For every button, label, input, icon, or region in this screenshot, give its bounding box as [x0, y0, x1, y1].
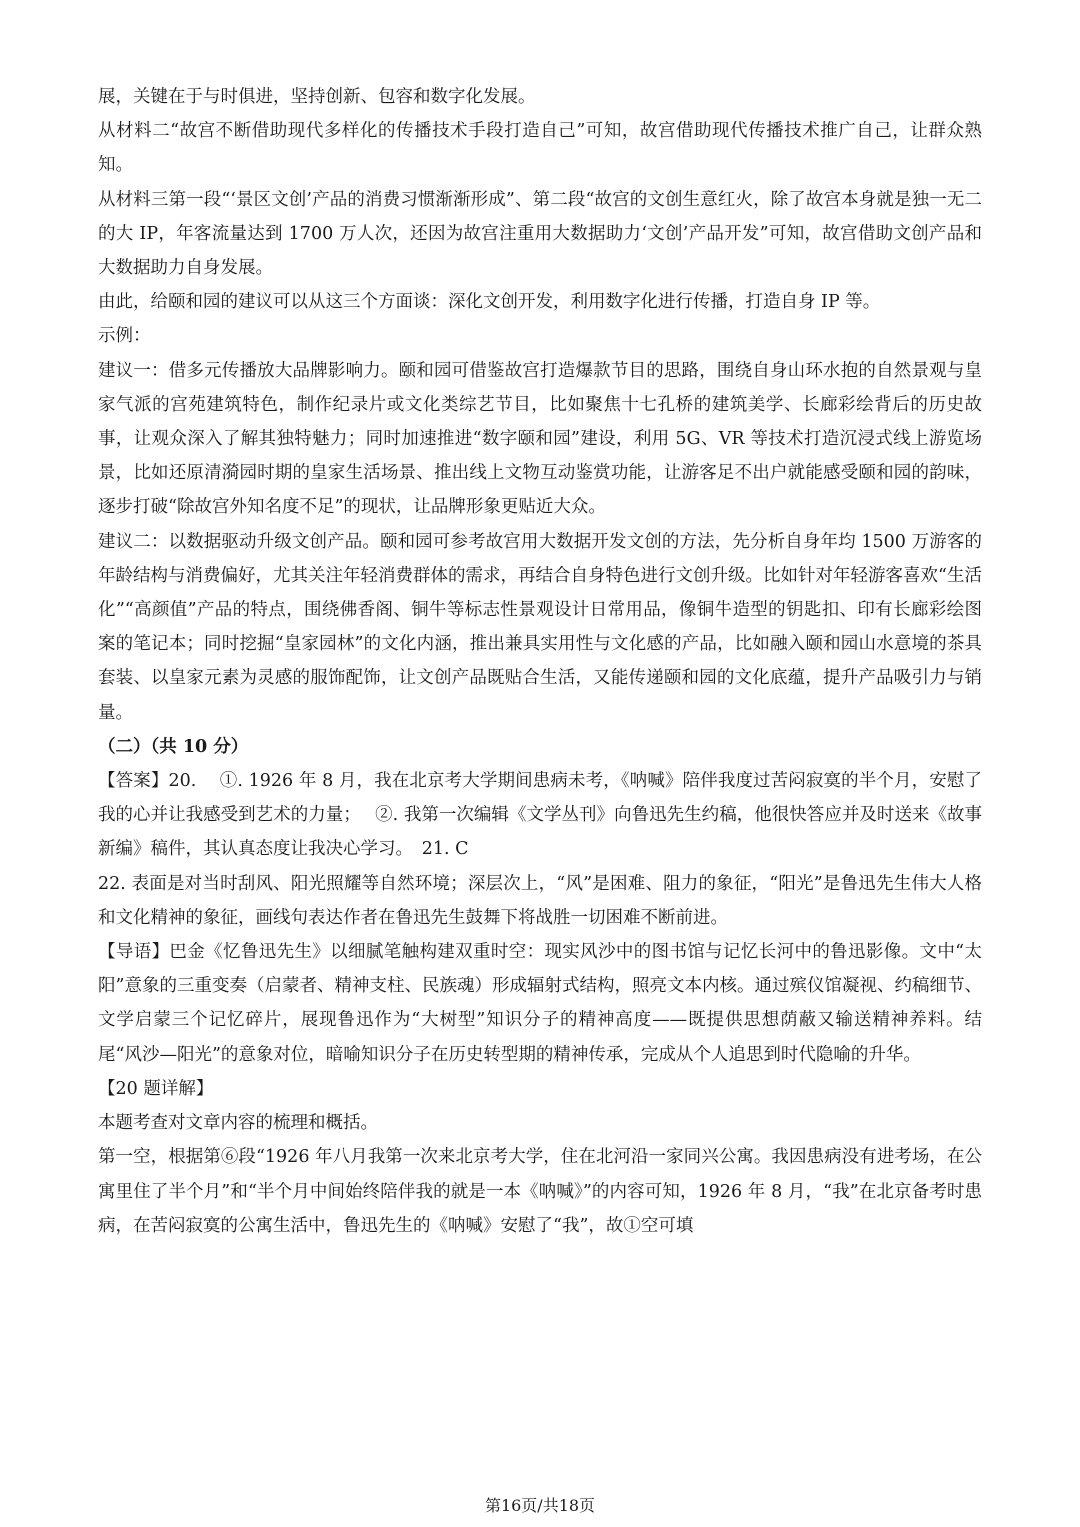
- paragraph-answer-22: 22. 表面是对当时刮风、阳光照耀等自然环境；深层次上，“风”是困难、阻力的象征，“阳光”是鲁迅先生伟大人格和文化精神的象征，画线句表达作者在鲁迅先生鼓舞下将战胜一切困难不断前进。: [98, 873, 982, 928]
- document-body: [98, 80, 982, 1243]
- paragraph-answer: 【答案】20. ①. 1926 年 8 月，我在北京考大学期间患病未考，《呐喊》陪伴我度过苦闷寂寞的半个月，安慰了我的心并让我感受到艺术的力量； ②. 我第一次编辑《文学丛刊》向鲁迅先生约稿，他很快答应并及时送来《故事新编》稿件，其认真态度让我决心学习。 21. C: [98, 771, 982, 860]
- paragraph-guide: 【导语】巴金《忆鲁迅先生》以细腻笔触构建双重时空：现实风沙中的图书馆与记忆长河中的鲁迅影像。文中“太阳”意象的三重变奏（启蒙者、精神支柱、民族魂）形成辐射式结构，照亮文本内核。通过殡仪馆凝视、约稿细节、文学启蒙三个记忆碎片，展现鲁迅作为“大树型”知识分子的精神高度——既提供思想荫蔽又输送精神养料。结尾“风沙—阳光”的意象对位，暗喻知识分子在历史转型期的精神传承，完成从个人追思到时代隐喻的升华。: [98, 942, 982, 1065]
- paragraph-material-two: 从材料二“故宫不断借助现代多样化的传播技术手段打造自己”可知，故宫借助现代传播技术推广自己，让群众熟知。: [98, 121, 982, 176]
- paragraph-suggestion-two: 建议二：以数据驱动升级文创产品。颐和园可参考故宫用大数据开发文创的方法，先分析自身年均 1500 万游客的年龄结构与消费偏好，尤其关注年轻消费群体的需求，再结合自身特色进行文创升级。比如针对年轻游客喜欢“生活化”“高颜值”产品的特点，围绕佛香阁、铜牛等标志性景观设计日常用品，像铜牛造型的钥匙扣、印有长廊彩绘图案的笔记本；同时挖掘“皇家园林”的文化内涵，推出兼具实用性与文化感的产品，比如融入颐和园山水意境的茶具套装、以皇家元素为灵感的服饰配饰，让文创产品既贴合生活，又能传递颐和园的文化底蕴，提升产品吸引力与销量。: [98, 531, 982, 723]
- paragraph-material-three: 从材料三第一段“‘景区文创’产品的消费习惯渐渐形成”、第二段“故宫的文创生意红火，除了故宫本身就是独一无二的大 IP，年客流量达到 1700 万人次，还因为故宫注重用大数据助力‘文创’产品开发”可知，故宫借助文创产品和大数据助力自身发展。: [98, 189, 982, 279]
- paragraph-suggestion-one: 建议一：借多元传播放大品牌影响力。颐和园可借鉴故宫打造爆款节目的思路，围绕自身山环水抱的自然景观与皇家气派的宫苑建筑特色，制作纪录片或文化类综艺节目，比如聚焦十七孔桥的建筑美学、长廊彩绘背后的历史故事，让观众深入了解其独特魅力；同时加速推进“数字颐和园”建设，利用 5G、VR 等技术打造沉浸式线上游览场景，比如还原清漪园时期的皇家生活场景、推出线上文物互动鉴赏功能，让游客足不出户就能感受颐和园的韵味，逐步打破“除故宫外知名度不足”的现状，让品牌形象更贴近大众。: [98, 360, 982, 518]
- section-heading: （二）（共 10 分）: [98, 736, 249, 757]
- paragraph-continuation: 展，关键在于与时俱进，坚持创新、包容和数字化发展。: [98, 87, 536, 107]
- paragraph-q20-heading: 【20 题详解】: [98, 1078, 214, 1099]
- paragraph-example-label: 示例：: [98, 326, 151, 347]
- page-number: 第16页/共18页: [484, 1496, 596, 1515]
- paragraph-q20-first-blank: 第一空，根据第⑥段“1926 年八月我第一次来北京考大学，住在北河沿一家同兴公寓。我因患病没有进考场，在公寓里住了半个月”和“半个月中间始终陪伴我的就是一本《呐喊》”的内容可知，1926 年 8 月，“我”在北京备考时患病，在苦闷寂寞的公寓生活中，鲁迅先生的《呐喊》安慰了“我”，故①空可填: [98, 1147, 982, 1236]
- paragraph-conclusion: 由此，给颐和园的建议可以从这三个方面谈：深化文创开发，利用数字化进行传播，打造自身 IP 等。: [98, 292, 881, 313]
- paragraph-q20-intro: 本题考查对文章内容的梳理和概括。: [98, 1113, 378, 1134]
